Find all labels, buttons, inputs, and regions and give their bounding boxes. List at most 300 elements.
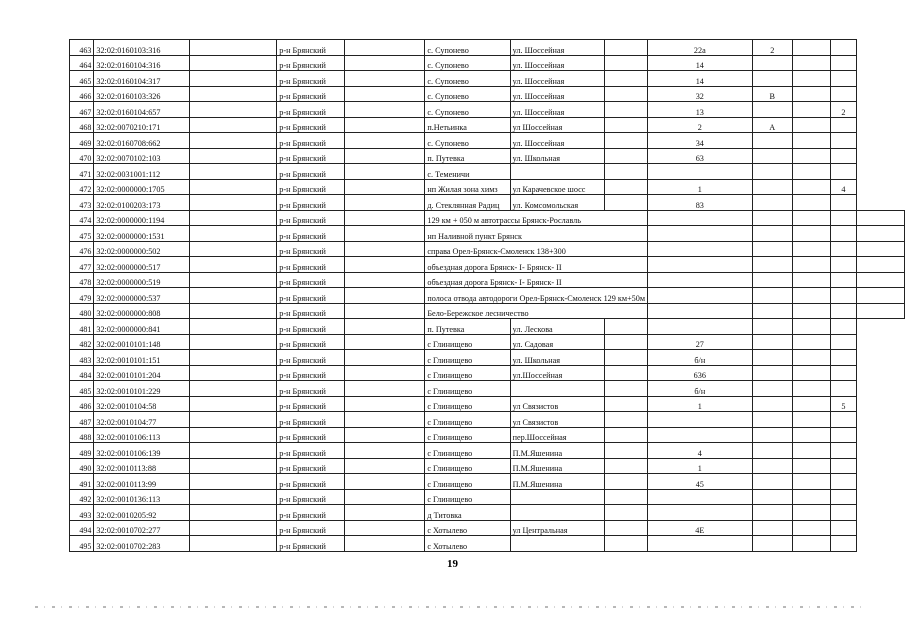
cadastral-number-cell: 32:02:0070102:103 — [94, 148, 190, 164]
street-cell — [510, 164, 604, 180]
table-row — [70, 303, 905, 319]
apartment-cell — [831, 55, 857, 71]
street-cell: ул. Шоссейная — [510, 71, 604, 87]
empty-cell — [344, 210, 424, 226]
street-cell: ул. Школьная — [510, 148, 604, 164]
house-number-cell: 4Е — [648, 520, 752, 536]
building-cell — [752, 396, 792, 412]
building-cell — [752, 381, 792, 397]
empty-cell — [190, 133, 277, 149]
empty-cell — [190, 443, 277, 459]
building-cell — [752, 334, 792, 350]
empty-cell — [604, 505, 647, 521]
cadastral-number-cell: 32:02:0010702:277 — [94, 520, 190, 536]
empty-cell — [190, 102, 277, 118]
building-cell — [752, 427, 792, 443]
table-row — [70, 505, 905, 521]
building-cell — [752, 536, 792, 552]
empty-cell — [604, 396, 647, 412]
empty-cell — [792, 396, 830, 412]
empty-cell — [190, 505, 277, 521]
settlement-cell: с. Супонево — [425, 102, 510, 118]
empty-cell — [648, 272, 752, 288]
empty-cell — [792, 365, 830, 381]
empty-cell — [792, 458, 830, 474]
settlement-cell: п. Путевка — [425, 148, 510, 164]
apartment-cell: 5 — [831, 396, 857, 412]
row-number-cell: 479 — [70, 288, 94, 304]
empty-cell — [344, 55, 424, 71]
empty-cell — [344, 489, 424, 505]
apartment-cell — [831, 71, 857, 87]
table-row — [70, 117, 905, 133]
empty-cell — [344, 303, 424, 319]
cadastral-number-cell: 32:02:0010101:151 — [94, 350, 190, 366]
building-cell — [752, 55, 792, 71]
table-body — [70, 40, 905, 552]
house-number-cell: 32 — [648, 86, 752, 102]
empty-cell — [190, 179, 277, 195]
row-number-cell: 487 — [70, 412, 94, 428]
row-number-cell: 475 — [70, 226, 94, 242]
page-number: 19 — [447, 558, 458, 570]
cadastral-number-cell: 32:02:0160104:316 — [94, 55, 190, 71]
empty-cell — [792, 489, 830, 505]
empty-cell — [831, 241, 857, 257]
empty-cell — [752, 241, 792, 257]
empty-cell — [604, 164, 647, 180]
empty-cell — [856, 241, 904, 257]
region-cell: р-н Брянский — [277, 164, 345, 180]
building-cell — [752, 489, 792, 505]
street-cell: П.М.Яшенина — [510, 443, 604, 459]
house-number-cell — [648, 427, 752, 443]
empty-cell — [344, 148, 424, 164]
cadastral-number-cell: 32:02:0000000:517 — [94, 257, 190, 273]
empty-cell — [344, 427, 424, 443]
empty-cell — [604, 474, 647, 490]
house-number-cell: 22а — [648, 40, 752, 56]
empty-cell — [792, 55, 830, 71]
empty-cell — [792, 133, 830, 149]
settlement-cell: с. Супонево — [425, 71, 510, 87]
empty-cell — [190, 474, 277, 490]
region-cell: р-н Брянский — [277, 350, 345, 366]
empty-cell — [344, 350, 424, 366]
region-cell: р-н Брянский — [277, 334, 345, 350]
house-number-cell: б/н — [648, 381, 752, 397]
empty-cell — [604, 365, 647, 381]
cadastral-number-cell: 32:02:0031001:112 — [94, 164, 190, 180]
settlement-cell: п. Путевка — [425, 319, 510, 335]
empty-cell — [604, 133, 647, 149]
empty-cell — [831, 288, 857, 304]
region-cell: р-н Брянский — [277, 412, 345, 428]
region-cell: р-н Брянский — [277, 288, 345, 304]
apartment-cell — [831, 458, 857, 474]
table-row — [70, 86, 905, 102]
row-number-cell: 480 — [70, 303, 94, 319]
house-number-cell: 34 — [648, 133, 752, 149]
empty-cell — [190, 303, 277, 319]
table-row — [70, 195, 905, 211]
empty-cell — [792, 412, 830, 428]
house-number-cell — [648, 489, 752, 505]
house-number-cell: 636 — [648, 365, 752, 381]
settlement-cell: с Глинищево — [425, 381, 510, 397]
apartment-cell — [831, 381, 857, 397]
street-cell: ул Связистов — [510, 412, 604, 428]
empty-cell — [190, 412, 277, 428]
building-cell — [752, 474, 792, 490]
house-number-cell: 83 — [648, 195, 752, 211]
row-number-cell: 490 — [70, 458, 94, 474]
row-number-cell: 469 — [70, 133, 94, 149]
settlement-cell: с. Супонево — [425, 133, 510, 149]
empty-cell — [344, 396, 424, 412]
region-cell: р-н Брянский — [277, 381, 345, 397]
address-description-cell: справа Орел-Брянск-Смоленск 138+300 — [425, 241, 648, 257]
empty-cell — [604, 179, 647, 195]
empty-cell — [344, 474, 424, 490]
row-number-cell: 485 — [70, 381, 94, 397]
table-row — [70, 179, 905, 195]
empty-cell — [792, 334, 830, 350]
region-cell: р-н Брянский — [277, 195, 345, 211]
street-cell: ул. Комсомольская — [510, 195, 604, 211]
empty-cell — [190, 350, 277, 366]
cadastral-number-cell: 32:02:0000000:1531 — [94, 226, 190, 242]
cadastral-number-cell: 32:02:0010101:204 — [94, 365, 190, 381]
row-number-cell: 473 — [70, 195, 94, 211]
apartment-cell — [831, 350, 857, 366]
settlement-cell: д Титовка — [425, 505, 510, 521]
empty-cell — [648, 210, 752, 226]
building-cell: 2 — [752, 40, 792, 56]
house-number-cell — [648, 505, 752, 521]
empty-cell — [792, 117, 830, 133]
empty-cell — [344, 272, 424, 288]
empty-cell — [792, 443, 830, 459]
apartment-cell — [831, 365, 857, 381]
empty-cell — [190, 117, 277, 133]
apartment-cell — [831, 195, 857, 211]
empty-cell — [604, 55, 647, 71]
address-description-cell: объездная дорога Брянск- I- Брянск- II — [425, 257, 648, 273]
empty-cell — [792, 71, 830, 87]
region-cell: р-н Брянский — [277, 133, 345, 149]
settlement-cell: с Глинищево — [425, 474, 510, 490]
building-cell — [752, 458, 792, 474]
region-cell: р-н Брянский — [277, 86, 345, 102]
cadastral-number-cell: 32:02:0000000:537 — [94, 288, 190, 304]
empty-cell — [792, 288, 830, 304]
address-description-cell: нп Наливной пункт Брянск — [425, 226, 648, 242]
empty-cell — [190, 210, 277, 226]
cadastral-number-cell: 32:02:0010106:139 — [94, 443, 190, 459]
empty-cell — [190, 86, 277, 102]
empty-cell — [604, 443, 647, 459]
table-row — [70, 164, 905, 180]
empty-cell — [344, 288, 424, 304]
table-row — [70, 474, 905, 490]
empty-cell — [856, 288, 904, 304]
cadastral-number-cell: 32:02:0010104:58 — [94, 396, 190, 412]
building-cell — [752, 443, 792, 459]
table-row — [70, 443, 905, 459]
settlement-cell: с Глинищево — [425, 365, 510, 381]
row-number-cell: 492 — [70, 489, 94, 505]
empty-cell — [344, 164, 424, 180]
table-row — [70, 365, 905, 381]
empty-cell — [344, 117, 424, 133]
empty-cell — [648, 303, 752, 319]
cadastral-number-cell: 32:02:0160103:326 — [94, 86, 190, 102]
table-row — [70, 520, 905, 536]
apartment-cell — [831, 164, 857, 180]
empty-cell — [831, 257, 857, 273]
settlement-cell: с Глинищево — [425, 334, 510, 350]
cadastral-number-cell: 32:02:0010702:283 — [94, 536, 190, 552]
scan-footer-line — [35, 606, 865, 608]
empty-cell — [856, 272, 904, 288]
address-description-cell: 129 км + 050 м автотрассы Брянск-Рославль — [425, 210, 648, 226]
building-cell — [752, 319, 792, 335]
empty-cell — [344, 412, 424, 428]
address-description-cell: Бело-Бережское лесничество — [425, 303, 648, 319]
empty-cell — [344, 520, 424, 536]
building-cell — [752, 148, 792, 164]
empty-cell — [604, 427, 647, 443]
empty-cell — [752, 257, 792, 273]
house-number-cell: 27 — [648, 334, 752, 350]
empty-cell — [604, 117, 647, 133]
cadastral-number-cell: 32:02:0000000:519 — [94, 272, 190, 288]
street-cell: пер.Шоссейная — [510, 427, 604, 443]
street-cell: ул. Шоссейная — [510, 55, 604, 71]
empty-cell — [648, 226, 752, 242]
house-number-cell: 14 — [648, 55, 752, 71]
apartment-cell: 2 — [831, 102, 857, 118]
row-number-cell: 495 — [70, 536, 94, 552]
house-number-cell — [648, 164, 752, 180]
row-number-cell: 466 — [70, 86, 94, 102]
street-cell — [510, 489, 604, 505]
empty-cell — [604, 458, 647, 474]
table-row — [70, 458, 905, 474]
street-cell: ул. Лескова — [510, 319, 604, 335]
table-row — [70, 40, 905, 56]
cadastral-number-cell: 32:02:0160708:662 — [94, 133, 190, 149]
building-cell — [752, 102, 792, 118]
empty-cell — [792, 474, 830, 490]
row-number-cell: 486 — [70, 396, 94, 412]
empty-cell — [344, 257, 424, 273]
row-number-cell: 494 — [70, 520, 94, 536]
cadastral-number-cell: 32:02:0010101:229 — [94, 381, 190, 397]
row-number-cell: 488 — [70, 427, 94, 443]
settlement-cell: д. Стеклянная Радиц — [425, 195, 510, 211]
empty-cell — [190, 55, 277, 71]
street-cell — [510, 505, 604, 521]
empty-cell — [792, 303, 830, 319]
empty-cell — [831, 210, 857, 226]
empty-cell — [856, 210, 904, 226]
row-number-cell: 489 — [70, 443, 94, 459]
building-cell — [752, 164, 792, 180]
apartment-cell — [831, 133, 857, 149]
empty-cell — [344, 102, 424, 118]
empty-cell — [792, 40, 830, 56]
apartment-cell: 4 — [831, 179, 857, 195]
row-number-cell: 468 — [70, 117, 94, 133]
empty-cell — [604, 334, 647, 350]
empty-cell — [604, 71, 647, 87]
row-number-cell: 483 — [70, 350, 94, 366]
empty-cell — [190, 520, 277, 536]
settlement-cell: с Глинищево — [425, 350, 510, 366]
street-cell: ул. Шоссейная — [510, 40, 604, 56]
empty-cell — [604, 102, 647, 118]
region-cell: р-н Брянский — [277, 474, 345, 490]
empty-cell — [190, 195, 277, 211]
table-row — [70, 396, 905, 412]
street-cell: ул. Шоссейная — [510, 133, 604, 149]
empty-cell — [752, 210, 792, 226]
apartment-cell — [831, 148, 857, 164]
street-cell: ул.Шоссейная — [510, 365, 604, 381]
street-cell — [510, 536, 604, 552]
empty-cell — [792, 505, 830, 521]
cadastral-number-cell: 32:02:0000000:808 — [94, 303, 190, 319]
region-cell: р-н Брянский — [277, 55, 345, 71]
empty-cell — [792, 427, 830, 443]
cadastral-number-cell: 32:02:0010113:88 — [94, 458, 190, 474]
house-number-cell: 1 — [648, 179, 752, 195]
empty-cell — [190, 536, 277, 552]
house-number-cell: 4 — [648, 443, 752, 459]
apartment-cell — [831, 520, 857, 536]
region-cell: р-н Брянский — [277, 427, 345, 443]
row-number-cell: 481 — [70, 319, 94, 335]
empty-cell — [752, 288, 792, 304]
building-cell — [752, 365, 792, 381]
empty-cell — [344, 536, 424, 552]
empty-cell — [190, 427, 277, 443]
empty-cell — [190, 241, 277, 257]
empty-cell — [344, 241, 424, 257]
street-cell: ул Карачевское шосс — [510, 179, 604, 195]
street-cell: ул Шоссейная — [510, 117, 604, 133]
table-row — [70, 210, 905, 226]
street-cell — [510, 381, 604, 397]
region-cell: р-н Брянский — [277, 319, 345, 335]
empty-cell — [831, 272, 857, 288]
empty-cell — [344, 381, 424, 397]
empty-cell — [792, 241, 830, 257]
region-cell: р-н Брянский — [277, 71, 345, 87]
empty-cell — [190, 319, 277, 335]
table-row — [70, 334, 905, 350]
empty-cell — [190, 288, 277, 304]
empty-cell — [344, 365, 424, 381]
building-cell — [752, 133, 792, 149]
region-cell: р-н Брянский — [277, 443, 345, 459]
row-number-cell: 470 — [70, 148, 94, 164]
table-row — [70, 257, 905, 273]
row-number-cell: 491 — [70, 474, 94, 490]
empty-cell — [344, 319, 424, 335]
empty-cell — [344, 40, 424, 56]
region-cell: р-н Брянский — [277, 365, 345, 381]
settlement-cell: с. Супонево — [425, 55, 510, 71]
house-number-cell: 13 — [648, 102, 752, 118]
building-cell: В — [752, 86, 792, 102]
empty-cell — [190, 226, 277, 242]
address-description-cell: объездная дорога Брянск- I- Брянск- II — [425, 272, 648, 288]
row-number-cell: 465 — [70, 71, 94, 87]
empty-cell — [648, 288, 752, 304]
cadastral-number-cell: 32:02:0000000:1705 — [94, 179, 190, 195]
street-cell: ул. Садовая — [510, 334, 604, 350]
building-cell — [752, 195, 792, 211]
region-cell: р-н Брянский — [277, 117, 345, 133]
house-number-cell: 2 — [648, 117, 752, 133]
table-row — [70, 536, 905, 552]
street-cell: П.М.Яшенина — [510, 474, 604, 490]
building-cell — [752, 350, 792, 366]
region-cell: р-н Брянский — [277, 226, 345, 242]
empty-cell — [190, 272, 277, 288]
empty-cell — [190, 40, 277, 56]
settlement-cell: с Хотылево — [425, 520, 510, 536]
cadastral-number-cell: 32:02:0010113:99 — [94, 474, 190, 490]
settlement-cell: с Глинищево — [425, 489, 510, 505]
region-cell: р-н Брянский — [277, 102, 345, 118]
cadastral-table — [69, 39, 905, 552]
cadastral-number-cell: 32:02:0010136:113 — [94, 489, 190, 505]
settlement-cell: нп Жилая зона химз — [425, 179, 510, 195]
empty-cell — [648, 241, 752, 257]
apartment-cell — [831, 474, 857, 490]
table-row — [70, 133, 905, 149]
table-row — [70, 102, 905, 118]
cadastral-number-cell: 32:02:0070210:171 — [94, 117, 190, 133]
empty-cell — [190, 396, 277, 412]
settlement-cell: с. Супонево — [425, 86, 510, 102]
settlement-cell: с Глинищево — [425, 443, 510, 459]
settlement-cell: с Хотылево — [425, 536, 510, 552]
empty-cell — [856, 257, 904, 273]
region-cell: р-н Брянский — [277, 241, 345, 257]
settlement-cell: с Глинищево — [425, 458, 510, 474]
empty-cell — [190, 71, 277, 87]
row-number-cell: 482 — [70, 334, 94, 350]
street-cell: П.М.Яшенина — [510, 458, 604, 474]
empty-cell — [344, 334, 424, 350]
empty-cell — [190, 381, 277, 397]
table-row — [70, 412, 905, 428]
apartment-cell — [831, 40, 857, 56]
table-row — [70, 226, 905, 242]
region-cell: р-н Брянский — [277, 536, 345, 552]
cadastral-number-cell: 32:02:0010101:148 — [94, 334, 190, 350]
house-number-cell: 1 — [648, 458, 752, 474]
empty-cell — [856, 226, 904, 242]
empty-cell — [190, 489, 277, 505]
row-number-cell: 463 — [70, 40, 94, 56]
empty-cell — [752, 303, 792, 319]
